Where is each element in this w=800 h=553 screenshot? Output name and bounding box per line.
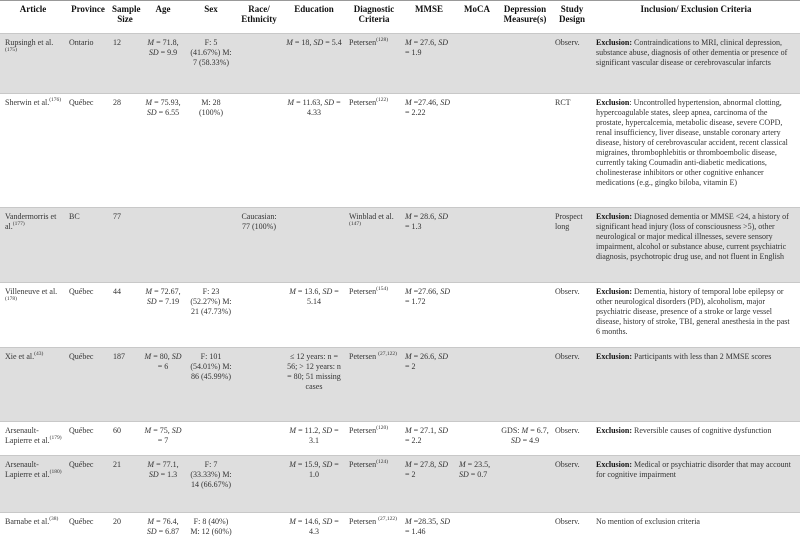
article-name: Arsenault-Lapierre et al. [5,460,50,479]
diagnostic-name: Petersen [349,426,377,435]
table-row [0,348,800,422]
criteria-text: No mention of exclusion criteria [596,517,700,526]
article-cell [0,94,66,208]
table-row [0,456,800,513]
criteria-label: Exclusion: [596,212,633,221]
article-cell [0,422,66,456]
article-name: Rupsingh et al. [5,38,54,47]
article-ref: (178) [5,296,17,302]
education-cell: M = 13.6, SD = 5.14 [289,287,339,306]
age-cell: M = 76.4, SD = 6.87 [146,517,180,536]
article-ref: (180) [49,469,62,475]
education-cell: M = 14.6, SD = 4.3 [289,517,339,536]
criteria-label: Exclusion: [596,287,633,296]
age-cell: M = 75.93, SD = 6.55 [145,98,181,117]
sample-size-cell: 60 [113,426,121,435]
header-design: Study Design [558,4,585,24]
mmse-cell: M =28.35, SD = 1.46 [405,517,450,536]
mmse-cell: M = 27.1, SD = 2.2 [405,426,448,445]
header-diagnostic: Diagnostic Criteria [353,4,395,24]
education-cell: ≤ 12 years: n = 56; > 12 years: n = 80; 51 missing cases [282,348,346,422]
mmse-cell: M =27.46, SD = 2.22 [405,98,450,117]
header-race: Race/ Ethnicity [241,4,277,24]
depression-cell [498,208,552,283]
education-cell [282,208,346,283]
criteria-cell [592,283,800,348]
table-row [0,422,800,456]
table-row [0,34,800,94]
header-sex: Sex [204,4,218,14]
mmse-cell: M = 28.6, SD = 1.3 [402,208,456,283]
diagnostic-cell [346,283,402,348]
article-name: Villeneuve et al. [5,287,58,296]
province-cell: Québec [69,98,94,107]
moca-cell [456,283,498,348]
criteria-label: Exclusion: [596,38,633,47]
mmse-cell: M =27.66, SD = 1.72 [405,287,450,306]
age-cell: M = 77.1, SD = 1.3 [140,456,186,513]
age-cell: M = 72.67, SD = 7.19 [145,287,181,306]
article-ref: (179) [49,435,62,441]
sample-size-cell: 44 [113,287,121,296]
depression-cell [498,348,552,422]
diagnostic-ref: (147) [349,221,361,227]
criteria-label: Exclusion: [596,460,633,469]
depression-cell: GDS: M = 6.7, SD = 4.9 [501,426,549,445]
diagnostic-name: Petersen [349,352,379,361]
province-cell: Ontario [66,34,110,94]
article-cell [0,513,66,553]
criteria-cell [592,348,800,422]
sex-cell: M: 28 (100%) [199,98,223,117]
article-cell [0,348,66,422]
article-cell [0,456,66,513]
race-cell [236,513,282,553]
criteria-text: Medical or psychiatric disorder that may account for cognitive impairment [596,460,791,479]
province-cell: Québec [66,456,110,513]
criteria-text: Dementia, history of temporal lobe epilepsy or other neurological disorders (PD), alcoholism, major psychiatric disease, presence of a stroke or large vessel disease, history of stroke, TBI, general anesthesia in the past 6 months. [596,287,790,336]
criteria-label: Exclusion: [596,352,633,361]
sex-cell: F: 5 (41.67%) M: 7 (58.33%) [186,34,236,94]
moca-cell [456,208,498,283]
moca-cell [456,513,498,553]
age-cell: M = 71.8, SD = 9.9 [140,34,186,94]
design-cell: Observ. [552,348,592,422]
article-ref: (43) [34,351,44,357]
design-cell: Observ. [555,517,580,526]
sample-size-cell: 20 [113,517,121,526]
race-cell [236,283,282,348]
moca-cell [456,348,498,422]
depression-cell [498,94,552,208]
province-cell: Québec [69,426,94,435]
diagnostic-name: Petersen [349,517,379,526]
diagnostic-cell [346,513,402,553]
education-cell: M = 18, SD = 5.4 [282,34,346,94]
diagnostic-ref: (128) [376,37,389,43]
design-cell: Prospect long [552,208,592,283]
table-row [0,208,800,283]
diagnostic-ref: (122) [376,97,389,103]
header-criteria: Inclusion/ Exclusion Criteria [640,4,752,14]
mmse-cell: M = 26.6, SD = 2 [402,348,456,422]
depression-cell [498,34,552,94]
sex-cell: F: 23 (52.27%) M: 21 (47.73%) [190,287,232,316]
criteria-cell [592,456,800,513]
sample-size-cell: 77 [110,208,140,283]
diagnostic-ref: (27,122) [378,351,397,357]
header-moca: MoCA [464,4,490,14]
header-mmse: MMSE [415,4,443,14]
table-row [0,513,800,553]
diagnostic-ref: (120) [376,425,389,431]
header-row [0,1,800,34]
diagnostic-name: Petersen [349,287,377,296]
article-ref: (176) [49,97,62,103]
design-cell: Observ. [555,426,580,435]
table-row [0,283,800,348]
header-article: Article [19,4,47,14]
article-ref: (177) [12,221,25,227]
diagnostic-cell [346,208,402,283]
design-cell: RCT [555,98,571,107]
design-cell: Observ. [552,34,592,94]
article-cell [0,208,66,283]
moca-cell [456,34,498,94]
age-cell: M = 75, SD = 7 [144,426,182,445]
header-education: Education [294,4,334,14]
race-cell [236,348,282,422]
sex-cell: F: 101 (54.01%) M: 86 (45.99%) [186,348,236,422]
header-depression: Depression Measure(s) [503,4,547,24]
mmse-cell: M = 27.8, SD = 2 [402,456,456,513]
moca-cell [456,94,498,208]
article-ref: (175) [5,47,17,53]
sex-cell [186,422,236,456]
criteria-text: Reversible causes of cognitive dysfunction [632,426,772,435]
article-name: Arsenault-Lapierre et al. [5,426,50,445]
criteria-cell [592,422,800,456]
criteria-text: : Uncontrolled hypertension, abnormal clotting, hypercoagulable states, sleep apnea, carcinoma of the prostate, hypercalcemia, metabolic disease, severe COPD, renal insufficiency, liver disease, unstable coronary artery disease, history of cerebrovascular accident, recent classical migraines, thrombophlebitis or thromboembolic disease, currently taking Coumadin anti-diabetic medications, cholinesterase inhibitors or other cognitive enhancer medications (e.g., gingko biloba, vitamin E) [596,98,788,187]
article-name: Xie et al. [5,352,35,361]
diagnostic-cell [346,348,402,422]
sex-cell [186,208,236,283]
diagnostic-name: Petersen [349,38,377,47]
design-cell: Observ. [555,287,580,296]
criteria-label: Exclusion [596,98,630,107]
diagnostic-name: Petersen [349,98,377,107]
province-cell: Québec [69,287,94,296]
sample-size-cell: 21 [110,456,140,513]
diagnostic-cell [346,456,402,513]
province-cell: BC [66,208,110,283]
sample-size-cell: 12 [110,34,140,94]
sample-size-cell: 187 [110,348,140,422]
header-province: Province [71,4,105,14]
header-age: Age [155,4,171,14]
article-cell [0,34,66,94]
diagnostic-cell [346,422,402,456]
criteria-cell [592,34,800,94]
article-cell [0,283,66,348]
criteria-text: Diagnosed dementia or MMSE <24, a history of significant head injury (loss of consciousness >5), other neurological or major medical illnesses, severe sensory impairment, alcohol or substance abuse, current psychiatric diagnosis, psychotropic drug use, and not fluent in English [596,212,789,261]
article-name: Vandermorris et al. [5,212,57,231]
depression-cell [498,513,552,553]
criteria-cell [592,94,800,208]
race-cell: Caucasian: 77 (100%) [236,208,282,283]
diagnostic-cell [346,34,402,94]
criteria-label: Exclusion: [596,426,633,435]
sex-cell: F: 8 (40%) M: 12 (60%) [190,517,232,536]
article-name: Sherwin et al. [5,98,50,107]
province-cell: Québec [69,517,94,526]
moca-cell: M = 23.5, SD = 0.7 [456,456,498,513]
depression-cell [498,456,552,513]
criteria-cell [592,513,800,553]
age-cell: M = 80, SD = 6 [140,348,186,422]
mmse-cell: M = 27.6, SD = 1.9 [402,34,456,94]
diagnostic-ref: (154) [376,286,389,292]
sex-cell: F: 7 (33.33%) M: 14 (66.67%) [186,456,236,513]
education-cell: M = 15.9, SD = 1.0 [282,456,346,513]
race-cell [236,94,282,208]
moca-cell [456,422,498,456]
criteria-text: Contraindications to MRI, clinical depression, substance abuse, diagnosis of other dementia or presence of significant vascular disease or cerebrovascular infarcts [596,38,788,67]
age-cell [140,208,186,283]
criteria-text: Participants with less than 2 MMSE scores [632,352,772,361]
sample-size-cell: 28 [113,98,121,107]
diagnostic-name: Winblad et al. [349,212,394,221]
diagnostic-cell [346,94,402,208]
criteria-cell [592,208,800,283]
diagnostic-ref: (124) [376,459,389,465]
depression-cell [498,283,552,348]
race-cell [236,456,282,513]
education-cell: M = 11.63, SD = 4.33 [287,98,341,117]
design-cell: Observ. [552,456,592,513]
header-sample-size: Sample Size [112,4,141,24]
race-cell [236,422,282,456]
diagnostic-name: Petersen [349,460,377,469]
province-cell: Québec [66,348,110,422]
article-ref: (38) [49,516,59,522]
table-row [0,94,800,208]
diagnostic-ref: (27,122) [378,516,397,522]
education-cell: M = 11.2, SD = 3.1 [289,426,339,445]
race-cell [236,34,282,94]
article-name: Barnabe et al. [5,517,50,526]
